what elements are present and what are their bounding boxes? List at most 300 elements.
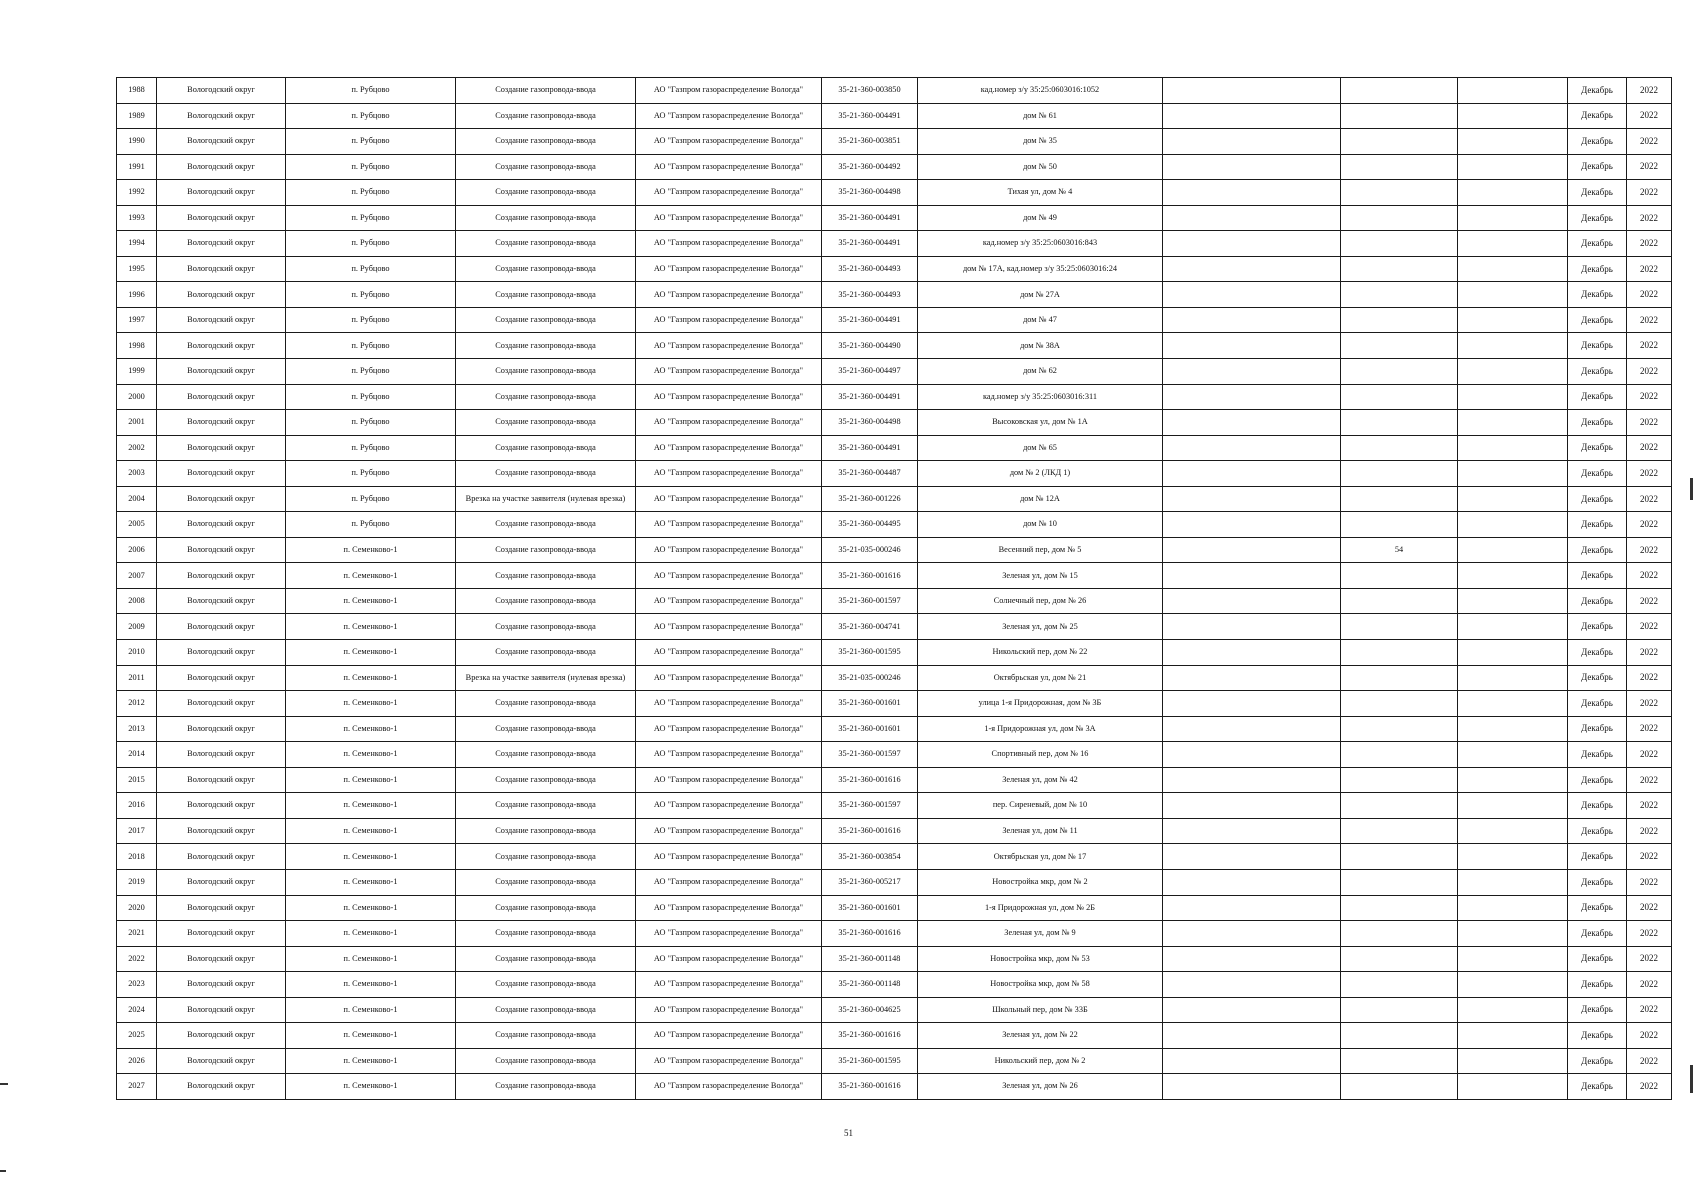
object-code-cell: 35-21-360-001601 <box>822 716 918 742</box>
district-cell: Вологодский округ <box>157 410 286 436</box>
year-cell: 2022 <box>1627 767 1672 793</box>
row-number: 2007 <box>117 563 157 589</box>
object-code-cell: 35-21-360-004741 <box>822 614 918 640</box>
empty-cell <box>1163 307 1341 333</box>
row-number: 1997 <box>117 307 157 333</box>
year-cell: 2022 <box>1627 716 1672 742</box>
value-cell <box>1341 103 1458 129</box>
year-cell: 2022 <box>1627 921 1672 947</box>
year-cell: 2022 <box>1627 461 1672 487</box>
table-row <box>117 359 1672 385</box>
organization-cell: АО "Газпром газораспределение Вологда" <box>636 767 822 793</box>
empty-cell <box>1458 537 1568 563</box>
settlement-cell: п. Семенково-1 <box>286 537 456 563</box>
empty-cell <box>1163 665 1341 691</box>
row-number: 1991 <box>117 154 157 180</box>
object-code-cell: 35-21-360-004492 <box>822 154 918 180</box>
empty-cell <box>1458 129 1568 155</box>
empty-cell <box>1163 129 1341 155</box>
object-code-cell: 35-21-360-001616 <box>822 921 918 947</box>
work-type-cell: Создание газопровода-ввода <box>456 844 636 870</box>
empty-cell <box>1163 384 1341 410</box>
row-number: 2026 <box>117 1048 157 1074</box>
row-number: 1988 <box>117 78 157 104</box>
organization-cell: АО "Газпром газораспределение Вологда" <box>636 359 822 385</box>
empty-cell <box>1163 180 1341 206</box>
month-cell: Декабрь <box>1568 844 1627 870</box>
address-cell: дом № 12А <box>918 486 1163 512</box>
value-cell <box>1341 256 1458 282</box>
settlement-cell: п. Семенково-1 <box>286 563 456 589</box>
month-cell: Декабрь <box>1568 869 1627 895</box>
work-type-cell: Создание газопровода-ввода <box>456 716 636 742</box>
district-cell: Вологодский округ <box>157 307 286 333</box>
organization-cell: АО "Газпром газораспределение Вологда" <box>636 895 822 921</box>
empty-cell <box>1163 78 1341 104</box>
value-cell <box>1341 180 1458 206</box>
work-type-cell: Создание газопровода-ввода <box>456 1023 636 1049</box>
month-cell: Декабрь <box>1568 282 1627 308</box>
table-body <box>117 78 1672 1100</box>
empty-cell <box>1163 614 1341 640</box>
table-row <box>117 78 1672 104</box>
table-row <box>117 972 1672 998</box>
organization-cell: АО "Газпром газораспределение Вологда" <box>636 129 822 155</box>
object-code-cell: 35-21-360-004491 <box>822 384 918 410</box>
empty-cell <box>1458 435 1568 461</box>
value-cell <box>1341 640 1458 666</box>
organization-cell: АО "Газпром газораспределение Вологда" <box>636 640 822 666</box>
object-code-cell: 35-21-360-004498 <box>822 410 918 436</box>
empty-cell <box>1458 282 1568 308</box>
value-cell <box>1341 921 1458 947</box>
month-cell: Декабрь <box>1568 78 1627 104</box>
settlement-cell: п. Семенково-1 <box>286 716 456 742</box>
work-type-cell: Создание газопровода-ввода <box>456 307 636 333</box>
value-cell <box>1341 1048 1458 1074</box>
month-cell: Декабрь <box>1568 895 1627 921</box>
value-cell <box>1341 129 1458 155</box>
row-number: 2011 <box>117 665 157 691</box>
row-number: 2019 <box>117 869 157 895</box>
organization-cell: АО "Газпром газораспределение Вологда" <box>636 946 822 972</box>
empty-cell <box>1458 486 1568 512</box>
row-number: 2020 <box>117 895 157 921</box>
row-number: 2002 <box>117 435 157 461</box>
value-cell <box>1341 435 1458 461</box>
work-type-cell: Создание газопровода-ввода <box>456 997 636 1023</box>
empty-cell <box>1163 537 1341 563</box>
organization-cell: АО "Газпром газораспределение Вологда" <box>636 844 822 870</box>
address-cell: Октябрьская ул, дом № 17 <box>918 844 1163 870</box>
year-cell: 2022 <box>1627 818 1672 844</box>
month-cell: Декабрь <box>1568 640 1627 666</box>
address-cell: Новостройка мкр, дом № 53 <box>918 946 1163 972</box>
organization-cell: АО "Газпром газораспределение Вологда" <box>636 742 822 768</box>
empty-cell <box>1458 231 1568 257</box>
empty-cell <box>1458 512 1568 538</box>
empty-cell <box>1458 691 1568 717</box>
empty-cell <box>1163 1023 1341 1049</box>
settlement-cell: п. Рубцово <box>286 256 456 282</box>
year-cell: 2022 <box>1627 665 1672 691</box>
organization-cell: АО "Газпром газораспределение Вологда" <box>636 78 822 104</box>
object-code-cell: 35-21-360-001597 <box>822 588 918 614</box>
empty-cell <box>1458 1048 1568 1074</box>
district-cell: Вологодский округ <box>157 640 286 666</box>
settlement-cell: п. Рубцово <box>286 205 456 231</box>
empty-cell <box>1163 486 1341 512</box>
district-cell: Вологодский округ <box>157 129 286 155</box>
table-row <box>117 154 1672 180</box>
value-cell <box>1341 946 1458 972</box>
object-code-cell: 35-21-360-004498 <box>822 180 918 206</box>
address-cell: Новостройка мкр, дом № 2 <box>918 869 1163 895</box>
address-cell: Зеленая ул, дом № 9 <box>918 921 1163 947</box>
empty-cell <box>1458 921 1568 947</box>
address-cell: дом № 62 <box>918 359 1163 385</box>
empty-cell <box>1163 997 1341 1023</box>
settlement-cell: п. Рубцово <box>286 78 456 104</box>
month-cell: Декабрь <box>1568 256 1627 282</box>
month-cell: Декабрь <box>1568 129 1627 155</box>
settlement-cell: п. Семенково-1 <box>286 640 456 666</box>
table-row <box>117 180 1672 206</box>
settlement-cell: п. Семенково-1 <box>286 921 456 947</box>
month-cell: Декабрь <box>1568 665 1627 691</box>
district-cell: Вологодский округ <box>157 972 286 998</box>
empty-cell <box>1458 640 1568 666</box>
district-cell: Вологодский округ <box>157 154 286 180</box>
table-row <box>117 461 1672 487</box>
address-cell: Октябрьская ул, дом № 21 <box>918 665 1163 691</box>
object-code-cell: 35-21-360-001595 <box>822 640 918 666</box>
settlement-cell: п. Семенково-1 <box>286 1023 456 1049</box>
empty-cell <box>1458 563 1568 589</box>
empty-cell <box>1163 256 1341 282</box>
row-number: 1989 <box>117 103 157 129</box>
row-number: 2005 <box>117 512 157 538</box>
address-cell: Зеленая ул, дом № 25 <box>918 614 1163 640</box>
year-cell: 2022 <box>1627 1023 1672 1049</box>
address-cell: Никольский пер, дом № 22 <box>918 640 1163 666</box>
address-cell: Тихая ул, дом № 4 <box>918 180 1163 206</box>
row-number: 2016 <box>117 793 157 819</box>
empty-cell <box>1163 333 1341 359</box>
district-cell: Вологодский округ <box>157 103 286 129</box>
year-cell: 2022 <box>1627 231 1672 257</box>
district-cell: Вологодский округ <box>157 282 286 308</box>
row-number: 2022 <box>117 946 157 972</box>
object-code-cell: 35-21-360-001148 <box>822 972 918 998</box>
work-type-cell: Создание газопровода-ввода <box>456 129 636 155</box>
month-cell: Декабрь <box>1568 767 1627 793</box>
empty-cell <box>1458 946 1568 972</box>
page-number: 51 <box>844 1128 853 1138</box>
row-number: 2001 <box>117 410 157 436</box>
year-cell: 2022 <box>1627 359 1672 385</box>
work-type-cell: Создание газопровода-ввода <box>456 946 636 972</box>
empty-cell <box>1458 742 1568 768</box>
table-row <box>117 410 1672 436</box>
work-type-cell: Создание газопровода-ввода <box>456 333 636 359</box>
organization-cell: АО "Газпром газораспределение Вологда" <box>636 307 822 333</box>
month-cell: Декабрь <box>1568 435 1627 461</box>
organization-cell: АО "Газпром газораспределение Вологда" <box>636 256 822 282</box>
settlement-cell: п. Рубцово <box>286 486 456 512</box>
year-cell: 2022 <box>1627 333 1672 359</box>
district-cell: Вологодский округ <box>157 614 286 640</box>
settlement-cell: п. Семенково-1 <box>286 588 456 614</box>
object-code-cell: 35-21-360-001597 <box>822 793 918 819</box>
object-code-cell: 35-21-360-003850 <box>822 78 918 104</box>
gas-connection-schedule-table <box>116 77 1672 1100</box>
year-cell: 2022 <box>1627 946 1672 972</box>
object-code-cell: 35-21-360-001226 <box>822 486 918 512</box>
row-number: 2010 <box>117 640 157 666</box>
row-number: 2003 <box>117 461 157 487</box>
settlement-cell: п. Рубцово <box>286 384 456 410</box>
work-type-cell: Врезка на участке заявителя (нулевая врезка) <box>456 486 636 512</box>
settlement-cell: п. Рубцово <box>286 410 456 436</box>
address-cell: Спортивный пер, дом № 16 <box>918 742 1163 768</box>
work-type-cell: Создание газопровода-ввода <box>456 767 636 793</box>
object-code-cell: 35-21-360-001616 <box>822 818 918 844</box>
district-cell: Вологодский округ <box>157 180 286 206</box>
empty-cell <box>1458 410 1568 436</box>
settlement-cell: п. Семенково-1 <box>286 665 456 691</box>
value-cell <box>1341 78 1458 104</box>
organization-cell: АО "Газпром газораспределение Вологда" <box>636 588 822 614</box>
object-code-cell: 35-21-360-001597 <box>822 742 918 768</box>
object-code-cell: 35-21-360-004493 <box>822 282 918 308</box>
value-cell <box>1341 972 1458 998</box>
table-row <box>117 869 1672 895</box>
month-cell: Декабрь <box>1568 307 1627 333</box>
row-number: 1999 <box>117 359 157 385</box>
work-type-cell: Создание газопровода-ввода <box>456 691 636 717</box>
district-cell: Вологодский округ <box>157 997 286 1023</box>
value-cell <box>1341 384 1458 410</box>
object-code-cell: 35-21-035-000246 <box>822 665 918 691</box>
settlement-cell: п. Семенково-1 <box>286 793 456 819</box>
value-cell <box>1341 205 1458 231</box>
row-number: 2017 <box>117 818 157 844</box>
object-code-cell: 35-21-360-001616 <box>822 767 918 793</box>
work-type-cell: Врезка на участке заявителя (нулевая врезка) <box>456 665 636 691</box>
address-cell: Солнечный пер, дом № 26 <box>918 588 1163 614</box>
value-cell <box>1341 359 1458 385</box>
settlement-cell: п. Рубцово <box>286 461 456 487</box>
work-type-cell: Создание газопровода-ввода <box>456 231 636 257</box>
table-row <box>117 895 1672 921</box>
row-number: 2024 <box>117 997 157 1023</box>
month-cell: Декабрь <box>1568 231 1627 257</box>
empty-cell <box>1163 231 1341 257</box>
settlement-cell: п. Рубцово <box>286 231 456 257</box>
district-cell: Вологодский округ <box>157 1023 286 1049</box>
scan-edge-mark <box>0 1083 8 1085</box>
month-cell: Декабрь <box>1568 818 1627 844</box>
empty-cell <box>1458 997 1568 1023</box>
object-code-cell: 35-21-360-004625 <box>822 997 918 1023</box>
organization-cell: АО "Газпром газораспределение Вологда" <box>636 818 822 844</box>
object-code-cell: 35-21-360-001616 <box>822 1074 918 1100</box>
month-cell: Декабрь <box>1568 410 1627 436</box>
year-cell: 2022 <box>1627 256 1672 282</box>
month-cell: Декабрь <box>1568 537 1627 563</box>
month-cell: Декабрь <box>1568 614 1627 640</box>
empty-cell <box>1163 282 1341 308</box>
table-row <box>117 333 1672 359</box>
settlement-cell: п. Семенково-1 <box>286 946 456 972</box>
empty-cell <box>1458 205 1568 231</box>
empty-cell <box>1458 256 1568 282</box>
object-code-cell: 35-21-360-004491 <box>822 231 918 257</box>
row-number: 1995 <box>117 256 157 282</box>
address-cell: дом № 27А <box>918 282 1163 308</box>
work-type-cell: Создание газопровода-ввода <box>456 869 636 895</box>
settlement-cell: п. Семенково-1 <box>286 895 456 921</box>
district-cell: Вологодский округ <box>157 742 286 768</box>
row-number: 2021 <box>117 921 157 947</box>
work-type-cell: Создание газопровода-ввода <box>456 793 636 819</box>
settlement-cell: п. Рубцово <box>286 307 456 333</box>
value-cell <box>1341 767 1458 793</box>
year-cell: 2022 <box>1627 512 1672 538</box>
month-cell: Декабрь <box>1568 921 1627 947</box>
empty-cell <box>1458 180 1568 206</box>
row-number: 2013 <box>117 716 157 742</box>
district-cell: Вологодский округ <box>157 716 286 742</box>
address-cell: дом № 10 <box>918 512 1163 538</box>
table-row <box>117 767 1672 793</box>
empty-cell <box>1458 333 1568 359</box>
work-type-cell: Создание газопровода-ввода <box>456 78 636 104</box>
table-row <box>117 691 1672 717</box>
scan-edge-mark <box>1690 1065 1693 1093</box>
settlement-cell: п. Семенково-1 <box>286 691 456 717</box>
object-code-cell: 35-21-360-004490 <box>822 333 918 359</box>
address-cell: Зеленая ул, дом № 11 <box>918 818 1163 844</box>
district-cell: Вологодский округ <box>157 818 286 844</box>
work-type-cell: Создание газопровода-ввода <box>456 640 636 666</box>
month-cell: Декабрь <box>1568 180 1627 206</box>
empty-cell <box>1458 154 1568 180</box>
month-cell: Декабрь <box>1568 486 1627 512</box>
value-cell <box>1341 614 1458 640</box>
address-cell: Зеленая ул, дом № 22 <box>918 1023 1163 1049</box>
table-row <box>117 793 1672 819</box>
organization-cell: АО "Газпром газораспределение Вологда" <box>636 793 822 819</box>
object-code-cell: 35-21-035-000246 <box>822 537 918 563</box>
district-cell: Вологодский округ <box>157 359 286 385</box>
object-code-cell: 35-21-360-001595 <box>822 1048 918 1074</box>
empty-cell <box>1163 435 1341 461</box>
month-cell: Декабрь <box>1568 154 1627 180</box>
empty-cell <box>1458 78 1568 104</box>
value-cell <box>1341 282 1458 308</box>
settlement-cell: п. Рубцово <box>286 512 456 538</box>
empty-cell <box>1458 665 1568 691</box>
work-type-cell: Создание газопровода-ввода <box>456 1048 636 1074</box>
address-cell: дом № 35 <box>918 129 1163 155</box>
address-cell: Зеленая ул, дом № 15 <box>918 563 1163 589</box>
empty-cell <box>1163 946 1341 972</box>
value-cell <box>1341 742 1458 768</box>
year-cell: 2022 <box>1627 997 1672 1023</box>
organization-cell: АО "Газпром газораспределение Вологда" <box>636 180 822 206</box>
empty-cell <box>1458 844 1568 870</box>
empty-cell <box>1458 103 1568 129</box>
address-cell: дом № 17А, кад.номер з/у 35:25:0603016:24 <box>918 256 1163 282</box>
month-cell: Декабрь <box>1568 333 1627 359</box>
organization-cell: АО "Газпром газораспределение Вологда" <box>636 997 822 1023</box>
organization-cell: АО "Газпром газораспределение Вологда" <box>636 231 822 257</box>
settlement-cell: п. Семенково-1 <box>286 869 456 895</box>
month-cell: Декабрь <box>1568 1048 1627 1074</box>
scan-edge-mark <box>1690 478 1693 500</box>
year-cell: 2022 <box>1627 103 1672 129</box>
address-cell: кад.номер з/у 35:25:0603016:1052 <box>918 78 1163 104</box>
row-number: 2012 <box>117 691 157 717</box>
organization-cell: АО "Газпром газораспределение Вологда" <box>636 512 822 538</box>
value-cell <box>1341 869 1458 895</box>
settlement-cell: п. Семенково-1 <box>286 767 456 793</box>
address-cell: дом № 38А <box>918 333 1163 359</box>
value-cell <box>1341 461 1458 487</box>
value-cell <box>1341 512 1458 538</box>
empty-cell <box>1163 1048 1341 1074</box>
organization-cell: АО "Газпром газораспределение Вологда" <box>636 1023 822 1049</box>
organization-cell: АО "Газпром газораспределение Вологда" <box>636 665 822 691</box>
row-number: 2000 <box>117 384 157 410</box>
month-cell: Декабрь <box>1568 103 1627 129</box>
organization-cell: АО "Газпром газораспределение Вологда" <box>636 1048 822 1074</box>
empty-cell <box>1163 921 1341 947</box>
district-cell: Вологодский округ <box>157 844 286 870</box>
settlement-cell: п. Семенково-1 <box>286 818 456 844</box>
empty-cell <box>1163 716 1341 742</box>
district-cell: Вологодский округ <box>157 1074 286 1100</box>
empty-cell <box>1458 972 1568 998</box>
object-code-cell: 35-21-360-004491 <box>822 307 918 333</box>
district-cell: Вологодский округ <box>157 256 286 282</box>
work-type-cell: Создание газопровода-ввода <box>456 410 636 436</box>
year-cell: 2022 <box>1627 435 1672 461</box>
organization-cell: АО "Газпром газораспределение Вологда" <box>636 716 822 742</box>
settlement-cell: п. Семенково-1 <box>286 1048 456 1074</box>
address-cell: улица 1-я Придорожная, дом № 3Б <box>918 691 1163 717</box>
organization-cell: АО "Газпром газораспределение Вологда" <box>636 333 822 359</box>
settlement-cell: п. Семенково-1 <box>286 844 456 870</box>
settlement-cell: п. Семенково-1 <box>286 614 456 640</box>
empty-cell <box>1458 793 1568 819</box>
row-number: 2015 <box>117 767 157 793</box>
work-type-cell: Создание газопровода-ввода <box>456 972 636 998</box>
value-cell <box>1341 818 1458 844</box>
year-cell: 2022 <box>1627 614 1672 640</box>
year-cell: 2022 <box>1627 307 1672 333</box>
object-code-cell: 35-21-360-004491 <box>822 435 918 461</box>
year-cell: 2022 <box>1627 384 1672 410</box>
work-type-cell: Создание газопровода-ввода <box>456 588 636 614</box>
year-cell: 2022 <box>1627 640 1672 666</box>
value-cell <box>1341 563 1458 589</box>
work-type-cell: Создание газопровода-ввода <box>456 563 636 589</box>
value-cell <box>1341 997 1458 1023</box>
organization-cell: АО "Газпром газораспределение Вологда" <box>636 410 822 436</box>
